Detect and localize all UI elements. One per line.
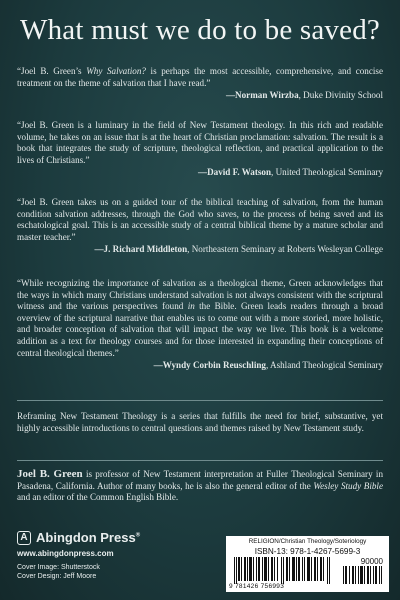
endorsement-4 [17,278,383,372]
price-code: 90000 [360,557,383,566]
barcode-box [226,536,389,592]
cover-design-credit: Cover Design: Jeff Moore [17,572,97,580]
endorsement-quote: “Joel B. Green is a luminary in the field of New Testament theology. In this rich and readable volume, he takes on an issue that is at the heart of Christian proclamation: salvation. The result is a book that integrates the study of scripture, theological reflection, and practical application to the lives of Christians.” [17,120,383,165]
barcode-digits: 9 781426 756993 [229,583,285,590]
bisac-category: RELIGION/Christian Theology/Soteriology [248,538,367,545]
endorsement-3 [17,197,383,256]
endorsement-quote: “While recognizing the importance of salvation as a theological theme, Green acknowledges that the ways in which many Christians understand salvation is not always consistent with the scriptural witness and the various perspectives found in the Bible. Green leads readers through a broad overview of the scriptural narrative that enables us to come out with a more storied, more holistic, and broader conception of salvation that will impact the way we live. This book is a welcome addition as a text for theology courses and for those interested in expanding their conceptions of central theological themes.” [17,278,383,358]
headline: What must we do to be saved? [20,14,380,46]
publisher-logo [17,530,207,545]
divider [17,460,383,461]
author-name: Joel B. Green [17,468,83,480]
endorsement-attribution: —David F. Watson, United Theological Seminary [198,167,383,178]
endorsement-2 [17,120,383,179]
endorsement-quote: “Joel B. Green’s Why Salvation? is perhaps the most accessible, comprehensive, and concise treatment on the theme of salvation that I have read.” [17,66,383,88]
endorsement-1 [17,66,383,102]
publisher-url: www.abingdonpress.com [17,549,114,558]
divider [17,400,383,401]
endorsement-attribution: —Wyndy Corbin Reuschling, Ashland Theological Seminary [153,360,383,371]
cover-credits [17,564,207,581]
author-bio: Joel B. Green is professor of New Testament interpretation at Fuller Theological Seminary in Pasadena, California. Author of many books, he is also the general editor of the Wesley Study Bible and an editor of the Common English Bible. [17,468,383,503]
series-description: Reframing New Testament Theology is a series that fulfills the need for brief, substantive, yet highly accessible introductions to central questions and themes raised by New Testament study. [17,411,383,433]
endorsement-attribution: —J. Richard Middleton, Northeastern Seminary at Roberts Wesleyan College [94,244,383,255]
isbn-barcode-icon [234,557,332,584]
publisher-name: Abingdon Press® [36,530,141,545]
endorsement-attribution: —Norman Wirzba, Duke Divinity School [225,90,383,101]
isbn-label: ISBN-13: 978-1-4267-5699-3 [254,547,361,556]
publisher-block [17,530,207,581]
endorsement-quote: “Joel B. Green takes us on a guided tour of the biblical teaching of salvation, from the human condition salvation addresses, through the God who saves, to the process of being saved and its eschatological goal. This is an accessible study of a central biblical theme by a mature scholar and master teacher.” [17,197,383,242]
price-barcode-icon [343,566,383,584]
abingdon-logo-icon: A [17,531,31,545]
cover-image-credit: Cover Image: Shutterstock [17,564,100,571]
